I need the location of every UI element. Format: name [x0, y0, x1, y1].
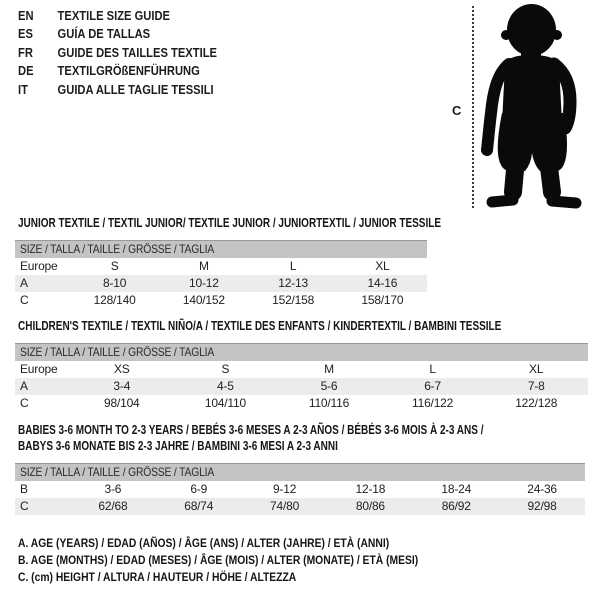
value-cell: M: [198, 259, 209, 273]
table-title-line: [18, 438, 600, 454]
row-label-cell: C: [15, 498, 70, 515]
value-cell: 158/170: [361, 293, 404, 307]
value-cell: 8-10: [70, 275, 159, 292]
language-row-text: [18, 44, 217, 62]
value-cell: 6-9: [190, 482, 208, 496]
language-title: TEXTILE SIZE GUIDE: [57, 8, 171, 23]
value-cell: L: [289, 259, 297, 273]
language-title-row: [18, 62, 249, 80]
table-body: [15, 464, 585, 516]
table-row: [15, 275, 427, 292]
table-title: [18, 318, 600, 334]
value-cell: 12-13: [249, 275, 338, 292]
table-row: [15, 258, 427, 275]
table-row: [15, 395, 588, 412]
language-title: GUÍA DE TALLAS: [57, 26, 151, 42]
table-title-text: CHILDREN'S TEXTILE / TEXTIL NIÑO/A / TEXTILE DES ENFANTS / KINDERTEXTIL / BAMBINI TESSILE: [18, 319, 502, 333]
language-title-list: [18, 7, 249, 99]
language-code: FR: [18, 44, 33, 60]
value-cell: 6-7: [381, 378, 485, 395]
language-code: IT: [18, 81, 28, 97]
value-cell: XL: [375, 259, 390, 273]
row-label-cell: Europe: [20, 259, 58, 273]
language-code: DE: [18, 63, 34, 79]
size-header-text: SIZE / TALLA / TAILLE / GRÖSSE / TAGLIA: [20, 465, 215, 479]
table-title-text: BABIES 3-6 MONTH TO 2-3 YEARS / BEBÉS 3-6 MESES A 2-3 AÑOS / BÉBÉS 3-6 MOIS À 2-3 ANS /: [18, 423, 484, 437]
footnote-text: A. AGE (YEARS) / EDAD (AÑOS) / ÂGE (ANS) / ALTER (JAHRE) / ETÀ (ANNI): [18, 536, 390, 550]
row-label-cell: A: [15, 378, 70, 395]
height-measure-label: C: [452, 103, 462, 118]
value-cell: 18-24: [441, 482, 472, 496]
footnote-text: C. (cm) HEIGHT / ALTURA / HAUTEUR / HÖHE / ALTEZZA: [18, 570, 297, 585]
value-cell: 110/116: [308, 396, 350, 410]
table-title-text: JUNIOR TEXTILE / TEXTIL JUNIOR/ TEXTILE JUNIOR / JUNIORTEXTIL / JUNIOR TESSILE: [18, 216, 442, 230]
size-header-text: SIZE / TALLA / TAILLE / GRÖSSE / TAGLIA: [20, 242, 215, 256]
value-cell: 12-18: [355, 482, 386, 496]
value-cell: 24-36: [527, 482, 557, 496]
size-table: [15, 343, 588, 412]
size-header-row: [15, 464, 585, 482]
size-table-section: [18, 318, 600, 412]
footnote-line: [18, 535, 483, 552]
table-row: [15, 361, 588, 378]
value-cell: 3-4: [70, 378, 174, 395]
value-cell: 62/68: [70, 498, 156, 515]
table-row: [15, 378, 588, 395]
footnote-list: [18, 535, 483, 587]
value-cell: 10-12: [159, 275, 248, 292]
value-cell: XS: [113, 362, 130, 376]
language-row-text: [18, 62, 200, 80]
footnote-line: [18, 552, 483, 569]
language-title: GUIDA ALLE TAGLIE TESSILI: [57, 81, 214, 97]
language-title: TEXTILGRÖßENFÜHRUNG: [57, 63, 200, 79]
row-label-cell: B: [20, 482, 28, 496]
value-cell: 92/98: [499, 498, 585, 515]
table-row: [15, 481, 585, 498]
language-row-text: [18, 81, 214, 99]
row-label-cell: Europe: [20, 362, 58, 376]
language-title-row: [18, 25, 249, 43]
row-label-cell: A: [15, 275, 70, 292]
baby-silhouette-icon: [478, 3, 590, 209]
language-title-row: [18, 81, 249, 99]
value-cell: 14-16: [338, 275, 427, 292]
table-title-line: [18, 318, 600, 334]
value-cell: S: [110, 259, 119, 273]
value-cell: 5-6: [277, 378, 381, 395]
footnote-line: [18, 569, 483, 586]
value-cell: 3-6: [104, 482, 122, 496]
value-cell: 152/158: [272, 293, 315, 307]
size-header-row: [15, 241, 427, 259]
size-header-cell: [15, 241, 427, 259]
table-title-line: [18, 422, 600, 438]
table-title: [18, 215, 547, 231]
language-title: GUIDE DES TAILLES TEXTILE: [57, 44, 217, 60]
size-header-cell: [15, 464, 585, 482]
value-cell: 68/74: [156, 498, 242, 515]
value-cell: 74/80: [242, 498, 328, 515]
value-cell: 86/92: [413, 498, 499, 515]
size-header-text: SIZE / TALLA / TAILLE / GRÖSSE / TAGLIA: [20, 345, 215, 359]
value-cell: 98/104: [104, 396, 140, 410]
table-row: [15, 292, 427, 309]
language-title-row: [18, 7, 249, 25]
size-table-section: [18, 215, 547, 309]
table-body: [15, 344, 588, 413]
size-table: [15, 463, 585, 515]
row-label-cell: C: [20, 396, 29, 410]
size-header-row: [15, 344, 588, 362]
value-cell: 104/110: [204, 396, 246, 410]
value-cell: L: [429, 362, 436, 376]
value-cell: XL: [529, 362, 544, 376]
table-title-text: BABYS 3-6 MONATE BIS 2-3 JAHRE / BAMBINI 3-6 MESI A 2-3 ANNI: [18, 439, 338, 453]
language-code: ES: [18, 26, 33, 42]
value-cell: S: [221, 362, 230, 376]
size-table-section: [18, 422, 600, 515]
value-cell: M: [324, 362, 334, 376]
value-cell: 128/140: [93, 293, 136, 307]
language-row-text: [18, 7, 170, 25]
row-label-cell: C: [20, 293, 29, 307]
value-cell: 140/152: [182, 293, 225, 307]
value-cell: 4-5: [174, 378, 278, 395]
value-cell: 122/128: [515, 396, 558, 410]
table-title: [18, 422, 600, 454]
value-cell: 9-12: [272, 482, 297, 496]
size-header-cell: [15, 344, 588, 362]
height-dotted-line: [472, 6, 474, 208]
table-row: [15, 498, 585, 515]
value-cell: 116/122: [412, 396, 454, 410]
language-code: EN: [18, 8, 34, 23]
language-row-text: [18, 25, 150, 43]
footnote-text: B. AGE (MONTHS) / EDAD (MESES) / ÂGE (MOIS) / ALTER (MONATE) / ETÀ (MESI): [18, 553, 419, 568]
table-body: [15, 241, 427, 310]
table-title-line: [18, 215, 547, 231]
value-cell: 80/86: [327, 498, 413, 515]
value-cell: 7-8: [484, 378, 588, 395]
size-table: [15, 240, 427, 309]
language-title-row: [18, 44, 249, 62]
